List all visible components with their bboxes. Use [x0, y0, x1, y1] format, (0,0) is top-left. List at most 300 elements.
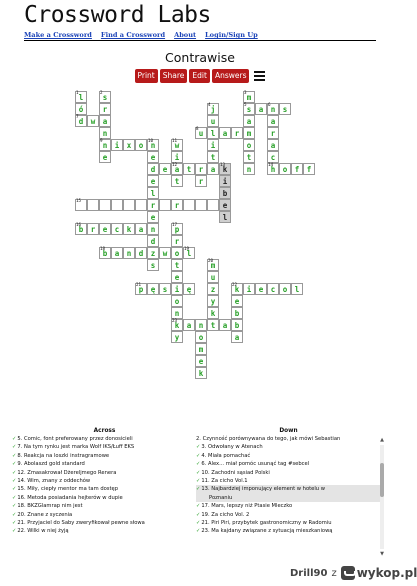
check-icon: ✓	[196, 478, 201, 485]
clue-num: 9.	[17, 461, 23, 468]
grid-cell[interactable]	[267, 103, 279, 115]
puzzle-title: Contrawise	[165, 50, 235, 65]
cell-letter: t	[174, 177, 180, 186]
clue-num: 14.	[17, 478, 26, 485]
cell-letter: u	[198, 129, 204, 138]
grid-cell[interactable]	[171, 283, 183, 295]
cell-letter: t	[246, 153, 252, 162]
grid-cell[interactable]	[147, 211, 159, 223]
site-logo[interactable]: Crossword Labs	[24, 2, 211, 28]
cell-letter: f	[306, 165, 312, 174]
check-icon: ✓	[196, 503, 201, 510]
cell-letter: e	[234, 297, 240, 306]
grid-cell[interactable]	[219, 163, 231, 175]
cell-letter: a	[222, 129, 228, 138]
grid-cell[interactable]	[99, 103, 111, 115]
grid-cell[interactable]	[111, 223, 123, 235]
grid-cell[interactable]	[183, 199, 195, 211]
clue-text: Czynność porównywana do tego, jak mówi Sebastian	[202, 436, 341, 442]
grid-cell[interactable]	[171, 259, 183, 271]
clue-number: 19	[184, 246, 190, 251]
grid-cell[interactable]	[183, 163, 195, 175]
cell-letter: b	[234, 309, 240, 318]
cell-letter: a	[270, 117, 276, 126]
cell-letter: r	[198, 165, 204, 174]
down-clue-item[interactable]	[196, 527, 381, 535]
cell-letter: x	[126, 141, 132, 150]
grid-cell[interactable]	[135, 223, 147, 235]
clue-num: 16.	[17, 494, 26, 501]
grid-cell[interactable]	[147, 187, 159, 199]
check-icon: ✓	[12, 461, 17, 468]
nav-make-crossword[interactable]: Make a Crossword	[24, 31, 92, 39]
check-icon: ✓	[196, 469, 201, 476]
grid-cell[interactable]	[147, 163, 159, 175]
grid-cell[interactable]	[267, 163, 279, 175]
grid-cell[interactable]	[195, 163, 207, 175]
grid-cell[interactable]	[243, 139, 255, 151]
clue-number: 22	[232, 282, 238, 287]
clue-text: Miły, ciepły mentor ma tam dostęp	[27, 486, 119, 493]
cell-letter: e	[258, 285, 264, 294]
grid-cell[interactable]	[111, 139, 123, 151]
cell-letter: a	[234, 333, 240, 342]
cell-letter: r	[198, 177, 204, 186]
grid-cell[interactable]	[195, 175, 207, 187]
grid-cell[interactable]	[195, 367, 207, 379]
clue-num: 6.	[201, 461, 207, 468]
clue-text: Miała pomachać	[207, 452, 251, 459]
cell-letter: p	[138, 285, 144, 294]
clue-text: Na tym rynku jest marka Wolf IKS/Łuff EKS	[23, 444, 135, 451]
grid-cell[interactable]	[267, 139, 279, 151]
grid-cell[interactable]	[243, 115, 255, 127]
cell-letter: o	[174, 297, 180, 306]
grid-cell[interactable]	[147, 259, 159, 271]
clue-number: 10	[148, 138, 154, 143]
grid-cell[interactable]	[267, 283, 279, 295]
grid-cell[interactable]	[207, 199, 219, 211]
grid-cell[interactable]	[147, 199, 159, 211]
cell-letter: u	[210, 117, 216, 126]
check-icon: ✓	[196, 486, 201, 493]
grid-cell[interactable]	[171, 235, 183, 247]
grid-cell[interactable]	[99, 223, 111, 235]
grid-cell[interactable]	[207, 139, 219, 151]
clue-text: BKZGlamrap nim jest	[27, 503, 83, 510]
clue-text: Zachodni sąsiad Polski	[211, 469, 270, 476]
grid-cell[interactable]	[231, 127, 243, 139]
grid-cell[interactable]	[123, 199, 135, 211]
cell-letter: u	[210, 273, 216, 282]
cell-letter: a	[270, 141, 276, 150]
grid-cell[interactable]	[171, 139, 183, 151]
across-clue-item[interactable]	[12, 477, 197, 485]
grid-cell[interactable]	[207, 319, 219, 331]
clue-number: 9	[100, 138, 103, 143]
down-clue-item[interactable]	[196, 435, 381, 443]
grid-cell[interactable]	[219, 187, 231, 199]
grid-cell[interactable]	[219, 175, 231, 187]
grid-cell[interactable]	[159, 247, 171, 259]
cell-letter: l	[150, 189, 156, 198]
scroll-up-icon[interactable]: ▲	[380, 437, 384, 443]
nav-login[interactable]: Login/Sign Up	[205, 31, 258, 39]
clue-text: Comic, font preferowany przez donosicieli	[23, 436, 133, 442]
check-icon: ✓	[12, 486, 17, 493]
grid-cell[interactable]	[243, 103, 255, 115]
watermark-user: Drill90	[290, 567, 328, 579]
grid-cell[interactable]	[87, 223, 99, 235]
grid-cell[interactable]	[135, 199, 147, 211]
grid-cell[interactable]	[99, 151, 111, 163]
clue-number: 7	[76, 114, 79, 119]
cell-letter: n	[126, 249, 132, 258]
grid-cell[interactable]	[291, 283, 303, 295]
cell-letter: e	[198, 357, 204, 366]
answers-button[interactable]: Answers	[212, 69, 250, 83]
grid-cell[interactable]	[195, 343, 207, 355]
down-clue-item[interactable]	[196, 477, 381, 485]
share-button[interactable]: Share	[160, 69, 188, 83]
grid-cell[interactable]	[231, 295, 243, 307]
grid-cell[interactable]	[195, 355, 207, 367]
clue-num: 11.	[201, 478, 210, 485]
grid-cell[interactable]	[231, 319, 243, 331]
clue-num: 18.	[17, 503, 26, 510]
cell-letter: s	[246, 105, 252, 114]
grid-cell[interactable]	[255, 103, 267, 115]
grid-cell[interactable]	[207, 307, 219, 319]
grid-cell[interactable]	[207, 283, 219, 295]
cell-letter: e	[102, 225, 108, 234]
cell-letter: b	[78, 225, 84, 234]
across-clue-item[interactable]	[12, 443, 197, 451]
clue-num: 23.	[201, 528, 210, 535]
clue-number: 16	[76, 222, 82, 227]
grid-cell[interactable]	[75, 199, 87, 211]
down-clue-item[interactable]	[196, 452, 381, 460]
down-clue-item[interactable]	[196, 443, 381, 451]
grid-cell[interactable]	[99, 139, 111, 151]
cell-letter: e	[174, 273, 180, 282]
down-clue-item[interactable]	[196, 502, 381, 510]
cell-letter: m	[198, 345, 204, 354]
cell-letter: z	[150, 249, 156, 258]
check-icon: ✓	[196, 452, 201, 459]
cell-letter: d	[150, 165, 156, 174]
cell-letter: k	[198, 369, 204, 378]
grid-cell[interactable]	[207, 115, 219, 127]
print-button[interactable]: Print	[135, 69, 158, 83]
clue-number: 11	[172, 138, 178, 143]
clue-num: 21.	[201, 520, 210, 527]
grid-cell[interactable]	[99, 247, 111, 259]
grid-cell[interactable]	[75, 223, 87, 235]
edit-button[interactable]: Edit	[189, 69, 210, 83]
cell-letter: r	[174, 201, 180, 210]
grid-cell[interactable]	[171, 247, 183, 259]
cell-letter: s	[150, 261, 156, 270]
cell-letter: l	[210, 129, 216, 138]
clue-number: 17	[172, 222, 178, 227]
across-clue-item[interactable]	[12, 435, 197, 443]
grid-cell[interactable]	[291, 163, 303, 175]
check-icon: ✓	[12, 478, 17, 485]
down-clue-item[interactable]	[196, 469, 381, 477]
grid-cell[interactable]	[111, 199, 123, 211]
grid-cell[interactable]	[219, 199, 231, 211]
grid-cell[interactable]	[171, 271, 183, 283]
grid-cell[interactable]	[123, 139, 135, 151]
cell-letter: e	[162, 165, 168, 174]
grid-cell[interactable]	[303, 163, 315, 175]
across-clue-item[interactable]	[12, 469, 197, 477]
cell-letter: y	[210, 297, 216, 306]
grid-cell[interactable]	[75, 115, 87, 127]
clue-text: Odwołany w Atenach	[207, 444, 263, 451]
grid-cell[interactable]	[87, 115, 99, 127]
clue-num: 10.	[201, 469, 210, 476]
across-clue-item[interactable]	[12, 452, 197, 460]
watermark-site: wykop.pl	[356, 566, 417, 580]
clue-num: 17.	[201, 503, 210, 510]
clue-number: 3	[244, 90, 247, 95]
grid-cell[interactable]	[147, 175, 159, 187]
clue-text-continued: Poznaniu	[209, 494, 233, 501]
down-clue-item[interactable]	[196, 460, 381, 468]
grid-cell[interactable]	[99, 199, 111, 211]
grid-cell[interactable]	[279, 103, 291, 115]
cell-letter: o	[282, 285, 288, 294]
grid-cell[interactable]	[123, 223, 135, 235]
grid-cell[interactable]	[195, 199, 207, 211]
clue-number: 6	[268, 102, 271, 107]
clue-num: 15.	[17, 486, 26, 493]
cell-letter: i	[222, 177, 228, 186]
grid-cell[interactable]	[267, 127, 279, 139]
grid-cell[interactable]	[279, 163, 291, 175]
grid-cell[interactable]	[219, 319, 231, 331]
clue-number: 14	[268, 162, 274, 167]
down-clue-item[interactable]	[196, 511, 381, 519]
clue-text: Reakcja na loszki instragramowe	[23, 452, 110, 459]
clue-text: Za cicho Vol.1	[211, 478, 248, 485]
grid-cell[interactable]	[243, 283, 255, 295]
clue-num: 4.	[201, 452, 207, 459]
cell-letter: t	[210, 153, 216, 162]
grid-cell[interactable]	[231, 331, 243, 343]
watermark-z: z	[331, 567, 337, 579]
cell-letter: f	[294, 165, 300, 174]
cell-letter: e	[150, 177, 156, 186]
grid-cell[interactable]	[75, 91, 87, 103]
grid-cell[interactable]	[159, 163, 171, 175]
clue-num: 22.	[17, 528, 26, 535]
grid-cell[interactable]	[171, 223, 183, 235]
cell-letter: m	[246, 129, 252, 138]
grid-cell[interactable]	[243, 163, 255, 175]
cell-letter: c	[270, 153, 276, 162]
grid-cell[interactable]	[99, 115, 111, 127]
watermark-logo	[341, 566, 417, 580]
cell-letter: o	[282, 165, 288, 174]
clue-number: 2	[100, 90, 103, 95]
grid-cell[interactable]	[207, 163, 219, 175]
down-scrollbar[interactable]	[379, 437, 385, 557]
clue-num: 2.	[196, 436, 201, 442]
across-clue-item[interactable]	[12, 460, 197, 468]
cell-letter: d	[138, 249, 144, 258]
across-clue-item[interactable]	[12, 485, 197, 493]
down-clues	[196, 428, 381, 558]
cell-letter: z	[210, 285, 216, 294]
cell-letter: c	[270, 285, 276, 294]
cell-letter: j	[210, 105, 216, 114]
across-heading: Across	[93, 428, 116, 434]
cell-letter: e	[150, 153, 156, 162]
grid-cell[interactable]	[207, 271, 219, 283]
nav-find-crossword[interactable]: Find a Crossword	[100, 31, 166, 39]
grid-cell[interactable]	[255, 283, 267, 295]
check-icon: ✓	[12, 452, 17, 459]
check-icon: ✓	[196, 511, 201, 518]
clue-text: Najbardziej imponujący element w hotelu w	[211, 486, 325, 493]
cell-letter: l	[78, 93, 84, 102]
clue-number: 21	[136, 282, 142, 287]
grid-cell[interactable]	[147, 151, 159, 163]
clue-text: Zmasakrował Dżereljmego Renera	[27, 469, 117, 476]
grid-cell[interactable]	[183, 283, 195, 295]
clue-num: 5.	[17, 436, 23, 442]
grid-cell[interactable]	[171, 199, 183, 211]
cell-letter: k	[210, 309, 216, 318]
clue-num: 19.	[201, 511, 210, 518]
grid-cell[interactable]	[147, 283, 159, 295]
clue-number: 20	[208, 258, 214, 263]
nav-about[interactable]: About	[174, 31, 197, 39]
grid-cell[interactable]	[207, 295, 219, 307]
grid-cell[interactable]	[99, 91, 111, 103]
clue-num: 8.	[17, 452, 23, 459]
clue-num: 13.	[201, 486, 210, 493]
check-icon: ✓	[12, 444, 17, 451]
grid-cell[interactable]	[171, 295, 183, 307]
grid-cell[interactable]	[171, 319, 183, 331]
cell-letter: n	[102, 141, 108, 150]
grid-cell[interactable]	[279, 283, 291, 295]
grid-cell[interactable]	[147, 223, 159, 235]
cell-letter: b	[234, 321, 240, 330]
cell-letter: n	[270, 105, 276, 114]
clue-num: 20.	[17, 511, 26, 518]
cell-letter: r	[150, 201, 156, 210]
grid-cell[interactable]	[159, 283, 171, 295]
scroll-track[interactable]	[380, 445, 384, 549]
cell-letter: w	[174, 141, 180, 150]
grid-cell[interactable]	[231, 283, 243, 295]
grid-cell[interactable]	[195, 319, 207, 331]
clue-text: Piri Piri, przybytek gastronomiczny w Radomiu	[211, 520, 332, 527]
grid-cell[interactable]	[267, 115, 279, 127]
across-clues	[12, 428, 197, 558]
grid-cell[interactable]	[159, 199, 171, 211]
check-icon: ✓	[12, 469, 17, 476]
cell-letter: e	[102, 153, 108, 162]
scroll-down-icon[interactable]: ▼	[380, 551, 384, 557]
grid-cell[interactable]	[171, 175, 183, 187]
across-clue-item[interactable]	[12, 519, 197, 527]
watermark	[290, 566, 417, 580]
grid-cell[interactable]	[183, 319, 195, 331]
grid-cell[interactable]	[171, 331, 183, 343]
clue-text: Przyjaciel do Saby zweryfikował pewne słowa	[27, 520, 145, 527]
grid-cell[interactable]	[207, 127, 219, 139]
grid-cell[interactable]	[207, 259, 219, 271]
cell-letter: a	[138, 225, 144, 234]
cell-letter: i	[114, 141, 120, 150]
grid-cell[interactable]	[135, 283, 147, 295]
grid-cell[interactable]	[195, 331, 207, 343]
grid-cell[interactable]	[219, 127, 231, 139]
cell-letter: n	[174, 309, 180, 318]
check-icon: ✓	[196, 528, 201, 535]
cell-letter: d	[78, 117, 84, 126]
grid-cell[interactable]	[243, 151, 255, 163]
cell-letter: l	[222, 213, 228, 222]
clue-text: Ma kajdany związane z sytuacją mieszkaniową	[211, 528, 333, 535]
check-icon: ✓	[12, 494, 17, 501]
down-clue-item[interactable]	[196, 485, 381, 502]
grid-cell[interactable]	[219, 211, 231, 223]
grid-cell[interactable]	[135, 139, 147, 151]
grid-cell[interactable]	[123, 247, 135, 259]
cell-letter: r	[102, 105, 108, 114]
clue-num: 3.	[201, 444, 207, 451]
grid-cell[interactable]	[87, 199, 99, 211]
across-clue-item[interactable]	[12, 511, 197, 519]
clue-num: 7.	[17, 444, 23, 451]
cell-letter: o	[198, 333, 204, 342]
check-icon: ✓	[12, 436, 17, 442]
across-clue-item[interactable]	[12, 502, 197, 510]
across-clue-item[interactable]	[12, 494, 197, 502]
scroll-thumb[interactable]	[380, 463, 384, 497]
grid-cell[interactable]	[207, 103, 219, 115]
cell-letter: s	[282, 105, 288, 114]
grid-cell[interactable]	[243, 127, 255, 139]
across-clue-item[interactable]	[12, 527, 197, 535]
cell-letter: a	[174, 165, 180, 174]
grid-cell[interactable]	[171, 163, 183, 175]
cell-letter: m	[246, 93, 252, 102]
down-clue-item[interactable]	[196, 519, 381, 527]
check-icon: ✓	[196, 461, 201, 468]
grid-cell[interactable]	[147, 235, 159, 247]
grid-cell[interactable]	[183, 247, 195, 259]
grid-cell[interactable]	[147, 247, 159, 259]
grid-cell[interactable]	[111, 247, 123, 259]
grid-cell[interactable]	[195, 127, 207, 139]
check-icon: ✓	[12, 528, 17, 535]
grid-cell[interactable]	[231, 307, 243, 319]
wykop-icon	[341, 566, 355, 580]
grid-cell[interactable]	[207, 151, 219, 163]
cell-letter: a	[258, 105, 264, 114]
cell-letter: t	[210, 321, 216, 330]
grid-cell[interactable]	[135, 247, 147, 259]
grid-cell[interactable]	[147, 139, 159, 151]
